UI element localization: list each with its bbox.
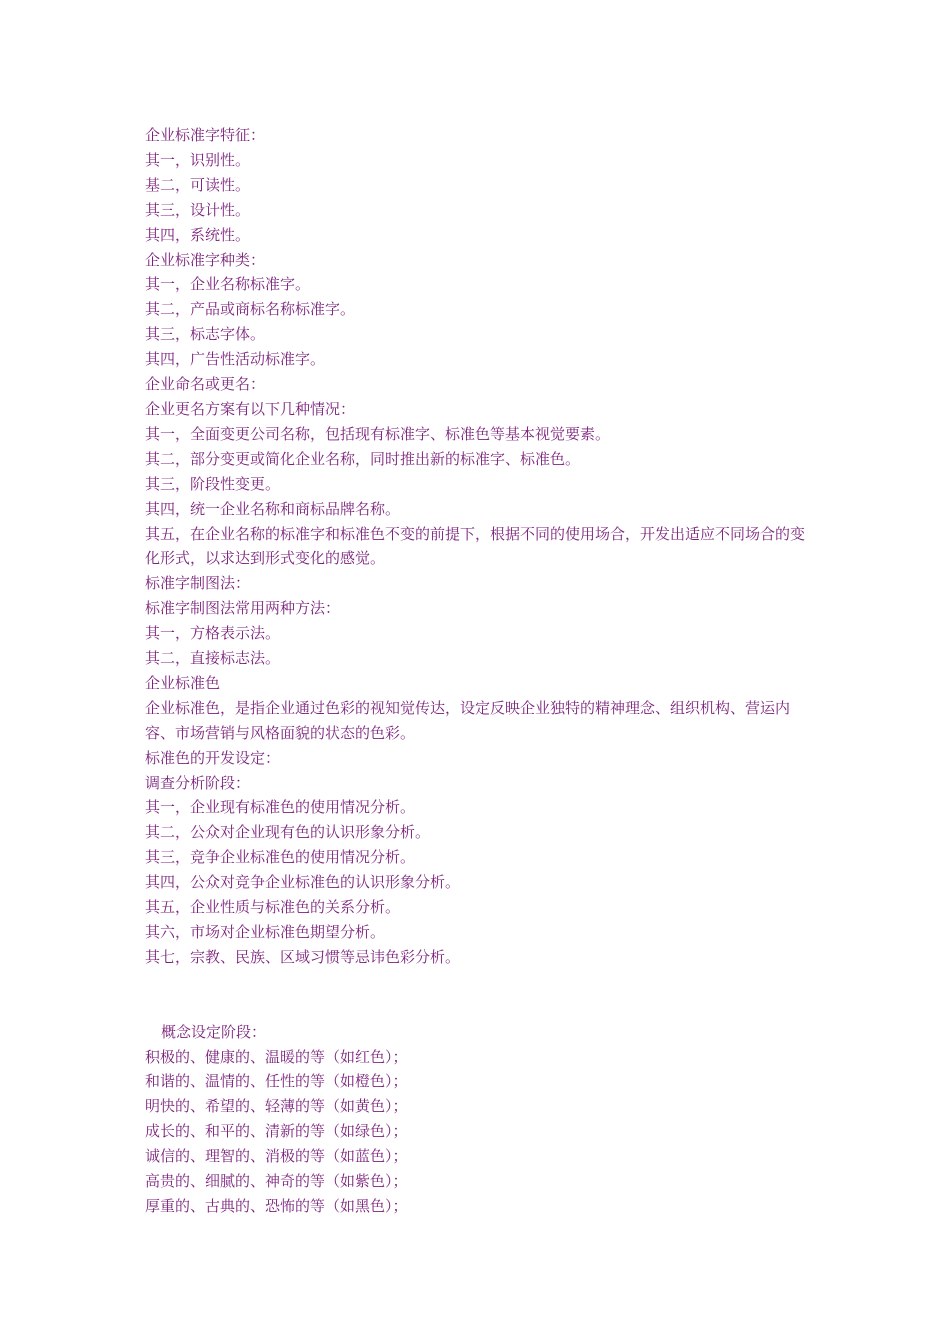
section1-line: 其七，宗教、民族、区域习惯等忌讳色彩分析。 bbox=[145, 947, 461, 966]
section2-line: 明快的、希望的、轻薄的等（如黄色）； bbox=[145, 1097, 408, 1116]
section2-line: 诚信的、理智的、消极的等（如蓝色）； bbox=[145, 1147, 408, 1166]
section1-line: 其六，市场对企业标准色期望分析。 bbox=[145, 923, 386, 941]
concept-stage-heading: 概念设定阶段： bbox=[161, 1022, 267, 1041]
paragraph-gap bbox=[145, 970, 805, 1020]
section2-line: 积极的、健康的、温暖的等（如红色）； bbox=[145, 1047, 408, 1066]
section1-line: 其一，方格表示法。 bbox=[145, 624, 281, 643]
section1-line: 其三，竞争企业标准色的使用情况分析。 bbox=[145, 848, 416, 867]
section1-line: 企业标准字特征： bbox=[145, 126, 266, 144]
section-standard-font-and-color bbox=[145, 123, 805, 970]
section1-line: 企业标准字种类： bbox=[145, 250, 266, 269]
section1-line: 其一，企业名称标准字。 bbox=[145, 275, 311, 294]
section1-line: 其一，识别性。 bbox=[145, 150, 251, 169]
section1-line: 标准字制图法： bbox=[145, 574, 251, 593]
section1-line: 企业更名方案有以下几种情况： bbox=[145, 399, 356, 418]
section1-line: 其一，企业现有标准色的使用情况分析。 bbox=[145, 798, 416, 817]
section1-line: 其五，在企业名称的标准字和标准色不变的前提下，根据不同的使用场合，开发出适应不同场合的变化形式，以求达到形式变化的感觉。 bbox=[145, 524, 806, 568]
section1-line: 调查分析阶段： bbox=[145, 773, 251, 792]
section1-line: 其四，广告性活动标准字。 bbox=[145, 350, 326, 369]
section1-line: 其二，直接标志法。 bbox=[145, 649, 281, 668]
section1-line: 其四，系统性。 bbox=[145, 225, 251, 244]
document-body bbox=[145, 123, 805, 1219]
section1-line: 其二，部分变更或简化企业名称，同时推出新的标准字、标准色。 bbox=[145, 449, 581, 468]
section1-line: 其五，企业性质与标准色的关系分析。 bbox=[145, 898, 401, 917]
section1-line: 企业命名或更名： bbox=[145, 375, 266, 394]
section-concept-stage bbox=[145, 1045, 805, 1219]
section2-line: 高贵的、细腻的、神奇的等（如紫色）； bbox=[145, 1172, 408, 1191]
section2-line: 成长的、和平的、清新的等（如绿色）； bbox=[145, 1122, 408, 1141]
section1-line: 标准字制图法常用两种方法： bbox=[145, 599, 341, 618]
section1-line: 其四，统一企业名称和商标品牌名称。 bbox=[145, 499, 401, 518]
section1-line: 其三，设计性。 bbox=[145, 200, 251, 219]
section1-line: 企业标准色，是指企业通过色彩的视知觉传达，设定反映企业独特的精神理念、组织机构、营运内容、市场营销与风格面貌的状态的色彩。 bbox=[145, 698, 791, 742]
section1-line: 其一，全面变更公司名称，包括现有标准字、标准色等基本视觉要素。 bbox=[145, 424, 611, 443]
section1-line: 其四，公众对竞争企业标准色的认识形象分析。 bbox=[145, 873, 461, 892]
section1-line: 标准色的开发设定： bbox=[145, 748, 281, 767]
section1-line: 其二，公众对企业现有色的认识形象分析。 bbox=[145, 823, 431, 842]
section1-line: 基二，可读性。 bbox=[145, 175, 251, 194]
section2-line: 和谐的、温情的、任性的等（如橙色）； bbox=[145, 1072, 408, 1091]
section1-line: 企业标准色 bbox=[145, 673, 221, 692]
section2-line: 厚重的、古典的、恐怖的等（如黑色）； bbox=[145, 1196, 408, 1215]
section1-line: 其三，阶段性变更。 bbox=[145, 474, 281, 493]
section1-line: 其二，产品或商标名称标准字。 bbox=[145, 300, 356, 319]
section1-line: 其三，标志字体。 bbox=[145, 325, 266, 344]
